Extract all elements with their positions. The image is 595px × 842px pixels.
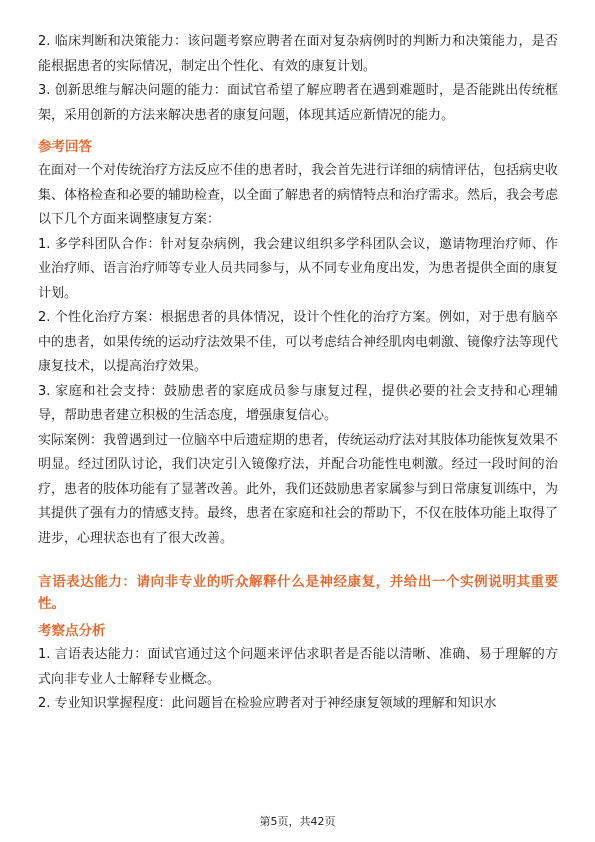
intro-point-3: 3. 创新思维与解决问题的能力：面试官希望了解应聘者在遇到难题时，是否能跳出传统框架，采用创新的方法来解决患者的康复问题，体现其适应新情况的能力。 xyxy=(38,83,558,123)
reference-point-2: 2. 个性化治疗方案：根据患者的具体情况，设计个性化的治疗方案。例如，对于患有脑卒中的患者，如果传统的运动疗法效果不佳，可以考虑结合神经肌肉电刺激、镜像疗法等现代康复技术，以提高治疗效果。 xyxy=(38,310,559,374)
reference-case: 实际案例：我曾遇到过一位脑卒中后遗症期的患者，传统运动疗法对其肢体功能恢复效果不明显。经过团队讨论，我们决定引入镜像疗法，并配合功能性电刺激。经过一段时间的治疗，患者的肢体功能有了显著改善。此外，我们还鼓励患者家属参与到日常康复训练中，为其提供了强有力的情感支持。最终，患者在家庭和社会的帮助下，不仅在肢体功能上取得了进步，心理状态也有了很大改善。 xyxy=(38,432,559,546)
reference-heading: 参考回答 xyxy=(38,139,92,155)
analysis-heading: 考察点分析 xyxy=(38,623,106,639)
reference-intro: 在面对一个对传统治疗方法反应不佳的患者时，我会首先进行详细的病情评估，包括病史收集、体格检查和必要的辅助检查，以全面了解患者的病情特点和治疗需求。然后，我会考虑以下几个方面来调整康复方案： xyxy=(38,163,559,227)
reference-point-3: 3. 家庭和社会支持：鼓励患者的家庭成员参与康复过程，提供必要的社会支持和心理辅导，帮助患者建立积极的生活态度，增强康复信心。 xyxy=(38,383,558,423)
intro-point-2: 2. 临床判断和决策能力：该问题考察应聘者在面对复杂病例时的判断力和决策能力，是否能根据患者的实际情况，制定出个性化、有效的康复计划。 xyxy=(38,34,558,74)
reference-point-1: 1. 多学科团队合作：针对复杂病例，我会建议组织多学科团队会议，邀请物理治疗师、作业治疗师、语言治疗师等专业人员共同参与，从不同专业角度出发，为患者提供全面的康复计划。 xyxy=(38,236,559,301)
analysis-point-2: 2. 专业知识掌握程度：此问题旨在检验应聘者对于神经康复领域的理解和知识水 xyxy=(38,696,497,711)
page-content xyxy=(38,30,558,717)
next-question-title: 言语表达能力：请向非专业的听众解释什么是神经康复，并给出一个实例说明其重要性。 xyxy=(38,574,558,612)
page-number: 第5页，共42页 xyxy=(259,815,336,828)
analysis-point-1: 1. 言语表达能力：面试官通过这个问题来评估求职者是否能以清晰、准确、易于理解的方式向非专业人士解释专业概念。 xyxy=(38,647,558,687)
